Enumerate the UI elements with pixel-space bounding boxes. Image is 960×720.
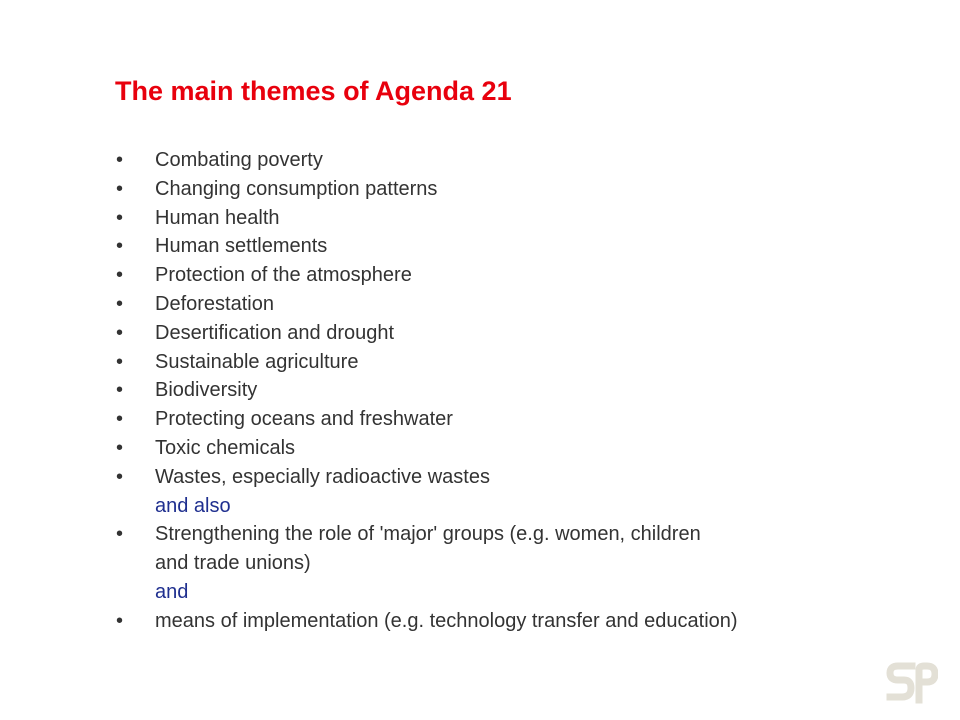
list-item-text: Combating poverty xyxy=(155,149,323,171)
list-item xyxy=(116,261,738,290)
list-item xyxy=(116,232,738,261)
bullet-icon: • xyxy=(116,149,124,171)
list-item xyxy=(116,463,738,492)
bullet-icon: • xyxy=(116,292,124,315)
list-item-text: Sustainable agriculture xyxy=(155,350,359,373)
list-item-text: Protection of the atmosphere xyxy=(155,264,412,287)
bullet-icon: • xyxy=(116,436,124,459)
list-item-text: Human health xyxy=(155,206,280,229)
bullet-icon: • xyxy=(116,379,124,402)
list-item-text: Human settlements xyxy=(155,235,328,258)
list-item xyxy=(116,434,738,463)
list-item-text: Wastes, especially radioactive wastes xyxy=(155,465,490,488)
list-item-implementation xyxy=(116,607,738,636)
list-item xyxy=(116,348,738,377)
bullet-icon: • xyxy=(116,235,124,258)
bullet-icon: • xyxy=(116,465,124,488)
sp-logo-icon xyxy=(886,660,938,704)
list-item-text: Deforestation xyxy=(155,292,274,315)
list-item xyxy=(116,290,738,319)
list-item-major-groups xyxy=(116,520,738,549)
bullet-icon: • xyxy=(116,206,124,229)
list-item xyxy=(116,376,738,405)
bullet-icon: • xyxy=(116,523,124,546)
list-item-text: Changing consumption patterns xyxy=(155,177,438,200)
bullet-icon: • xyxy=(116,408,124,431)
slide-title: The main themes of Agenda 21 xyxy=(115,76,512,106)
bullet-icon: • xyxy=(116,321,124,344)
list-item-text: Desertification and drought xyxy=(155,321,395,344)
list-item-text: means of implementation (e.g. technology transfer and education) xyxy=(155,609,738,632)
connector-and: and xyxy=(155,580,189,603)
theme-list xyxy=(116,146,738,636)
list-item xyxy=(116,405,738,434)
bullet-icon: • xyxy=(116,177,124,200)
bullet-icon: • xyxy=(116,350,124,373)
list-item xyxy=(116,204,738,233)
list-item-text: Protecting oceans and freshwater xyxy=(155,408,453,431)
list-item xyxy=(116,146,738,175)
connector-and-also: and also xyxy=(155,494,231,517)
list-item-text: Biodiversity xyxy=(155,379,258,402)
list-item-text: Strengthening the role of 'major' groups (e.g. women, children xyxy=(155,523,701,546)
list-item-continuation: and trade unions) xyxy=(155,552,311,575)
list-item-text: Toxic chemicals xyxy=(155,436,296,459)
bullet-icon: • xyxy=(116,609,124,632)
list-item xyxy=(116,319,738,348)
bullet-icon: • xyxy=(116,264,124,287)
list-item xyxy=(116,175,738,204)
